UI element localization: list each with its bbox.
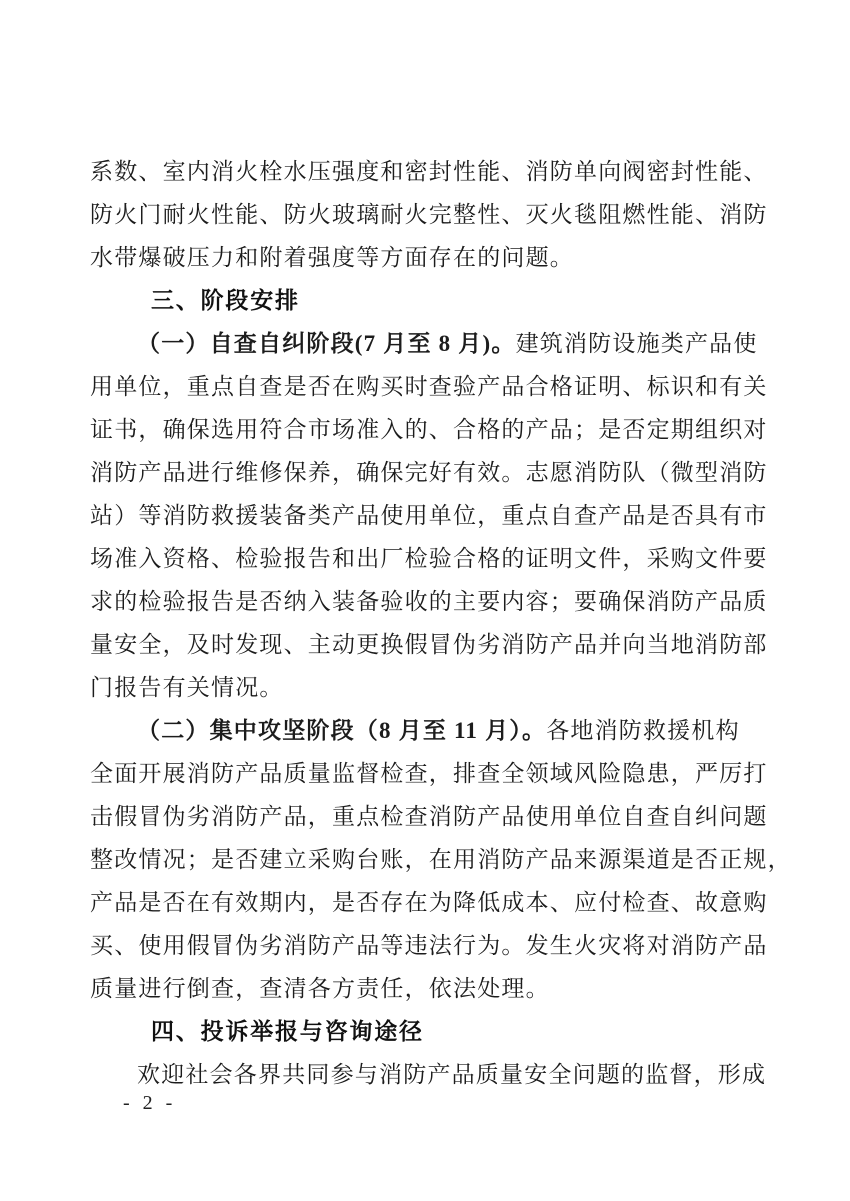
body-line: 击假冒伪劣消防产品，重点检查消防产品使用单位自查自纠问题 [90, 804, 768, 829]
body-line: 用单位，重点自查是否在购买时查验产品合格证明、标识和有关 [90, 374, 768, 399]
body-line: 产品是否在有效期内，是否存在为降低成本、应付检查、故意购 [90, 890, 768, 915]
body-text: 各地消防救援机构 [546, 718, 740, 743]
paragraph-first-line [90, 709, 762, 752]
body-line: 全面开展消防产品质量监督检查，排查全领域风险隐患，严厉打 [90, 761, 768, 786]
body-line: 量安全，及时发现、主动更换假冒伪劣消防产品并向当地消防部 [90, 632, 768, 657]
section-heading-report: 四、投诉举报与咨询途径 [151, 1018, 424, 1044]
body-line: 消防产品进行维修保养，确保完好有效。志愿消防队（微型消防 [90, 460, 768, 485]
body-line: 求的检验报告是否纳入装备验收的主要内容；要确保消防产品质 [90, 589, 768, 614]
paragraph-first-line [90, 322, 762, 365]
body-line: 质量进行倒查，查清各方责任，依法处理。 [90, 976, 550, 1001]
paragraph-first-line: 欢迎社会各界共同参与消防产品质量安全问题的监督，形成 [137, 1062, 767, 1087]
body-line: 防火门耐火性能、防火玻璃耐火完整性、灭火毯阻燃性能、消防 [90, 202, 768, 227]
stage1-lead-label: （一）自查自纠阶段(7 月至 8 月)。 [137, 331, 516, 356]
page-number: - 2 - [123, 1092, 177, 1114]
body-line: 门报告有关情况。 [90, 675, 284, 700]
body-line: 证书，确保选用符合市场准入的、合格的产品；是否定期组织对 [90, 417, 768, 442]
body-line: 站）等消防救援装备类产品使用单位，重点自查产品是否具有市 [90, 503, 768, 528]
body-line: 场准入资格、检验报告和出厂检验合格的证明文件，采购文件要 [90, 546, 768, 571]
section-heading-stages: 三、阶段安排 [151, 287, 300, 313]
body-line: 系数、室内消火栓水压强度和密封性能、消防单向阀密封性能、 [90, 159, 768, 184]
body-line: 买、使用假冒伪劣消防产品等违法行为。发生火灾将对消防产品 [90, 933, 768, 958]
stage2-lead-label: （二）集中攻坚阶段（8 月至 11 月）。 [137, 718, 547, 743]
body-line: 水带爆破压力和附着强度等方面存在的问题。 [90, 245, 574, 270]
body-line: 整改情况；是否建立采购台账，在用消防产品来源渠道是否正规， [90, 847, 792, 872]
body-text: 建筑消防设施类产品使 [515, 331, 758, 356]
document-body [90, 150, 792, 1096]
